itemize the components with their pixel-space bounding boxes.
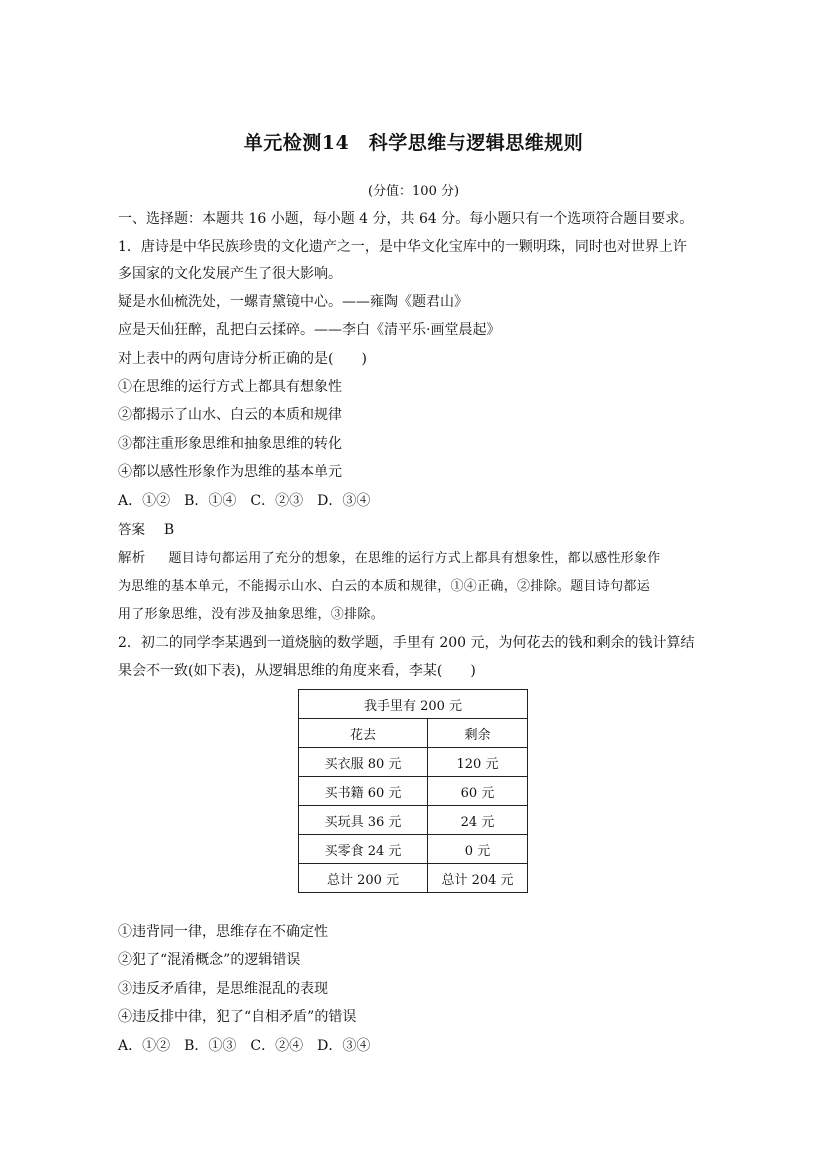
table-row [299, 835, 528, 864]
answer-value: B [163, 522, 175, 538]
cell-spent: 总计 200 元 [299, 864, 428, 893]
q1-option-1: ①在思维的运行方式上都具有想象性 [118, 379, 342, 395]
cell-spent: 买书籍 60 元 [299, 777, 428, 806]
table-row [299, 748, 528, 777]
cell-left: 总计 204 元 [428, 864, 528, 893]
cell-left: 120 元 [428, 748, 528, 777]
table-header-row [299, 690, 528, 719]
col-left: 剩余 [428, 719, 528, 748]
table-row [299, 806, 528, 835]
q1-answer [118, 520, 174, 540]
answer-label: 答案 [118, 522, 145, 538]
q1-stem-line1: 1．唐诗是中华民族珍贵的文化遗产之一，是中华文化宝库中的一颗明珠，同时也对世界上许 [118, 239, 687, 255]
q2-stem-line1: 2．初二的同学李某遇到一道烧脑的数学题，手里有 200 元，为何花去的钱和剩余的钱计算结 [118, 635, 695, 651]
q1-analysis-line2: 为思维的基本单元，不能揭示山水、白云的本质和规律，①④正确，②排除。题目诗句都运 [118, 579, 651, 594]
score-note: (分值：100 分) [367, 184, 460, 199]
cell-left: 0 元 [428, 835, 528, 864]
cell-spent: 买玩具 36 元 [299, 806, 428, 835]
q2-stem-line2: 果会不一致(如下表)，从逻辑思维的角度来看，李某( ) [118, 663, 476, 679]
q1-option-3: ③都注重形象思维和抽象思维的转化 [118, 436, 342, 452]
cell-left: 24 元 [428, 806, 528, 835]
section-heading: 一、选择题：本题共 16 小题，每小题 4 分，共 64 分。每小题只有一个选项符合题目要求。 [118, 211, 694, 227]
cell-spent: 买衣服 80 元 [299, 748, 428, 777]
q2-option-1: ①违背同一律，思维存在不确定性 [118, 924, 328, 940]
q1-choices: A．①② B．①④ C．②③ D．③④ [118, 493, 371, 509]
q2-choices: A．①② B．①③ C．②④ D．③④ [118, 1038, 371, 1054]
q1-analysis-line1 [118, 548, 661, 569]
analysis-label: 解析 [118, 550, 146, 566]
q2-option-4: ④违反排中律，犯了“自相矛盾”的错误 [118, 1009, 357, 1025]
table-row [299, 864, 528, 893]
cell-left: 60 元 [428, 777, 528, 806]
analysis-text-1: 题目诗句都运用了充分的想象，在思维的运行方式上都具有想象性，都以感性形象作 [168, 551, 661, 566]
q1-poem1: 疑是水仙梳洗处，一螺青黛镜中心。——雍陶《题君山》 [118, 294, 468, 310]
q1-poem2: 应是天仙狂醉，乱把白云揉碎。——李白《清平乐·画堂晨起》 [118, 322, 501, 338]
q2-option-3: ③违反矛盾律，是思维混乱的表现 [118, 981, 328, 997]
q1-question: 对上表中的两句唐诗分析正确的是( ) [118, 351, 367, 367]
cell-spent: 买零食 24 元 [299, 835, 428, 864]
page-title: 单元检测14 科学思维与逻辑思维规则 [243, 132, 584, 154]
col-spent: 花去 [299, 719, 428, 748]
q1-analysis-line3: 用了形象思维，没有涉及抽象思维，③排除。 [118, 607, 385, 622]
money-table [298, 689, 528, 893]
q1-option-2: ②都揭示了山水、白云的本质和规律 [118, 407, 342, 423]
table-row [299, 777, 528, 806]
q2-option-2: ②犯了“混淆概念”的逻辑错误 [118, 952, 301, 968]
q1-option-4: ④都以感性形象作为思维的基本单元 [118, 464, 342, 480]
q1-stem-line2: 多国家的文化发展产生了很大影响。 [118, 266, 342, 282]
table-column-row [299, 719, 528, 748]
table-header: 我手里有 200 元 [299, 690, 528, 719]
